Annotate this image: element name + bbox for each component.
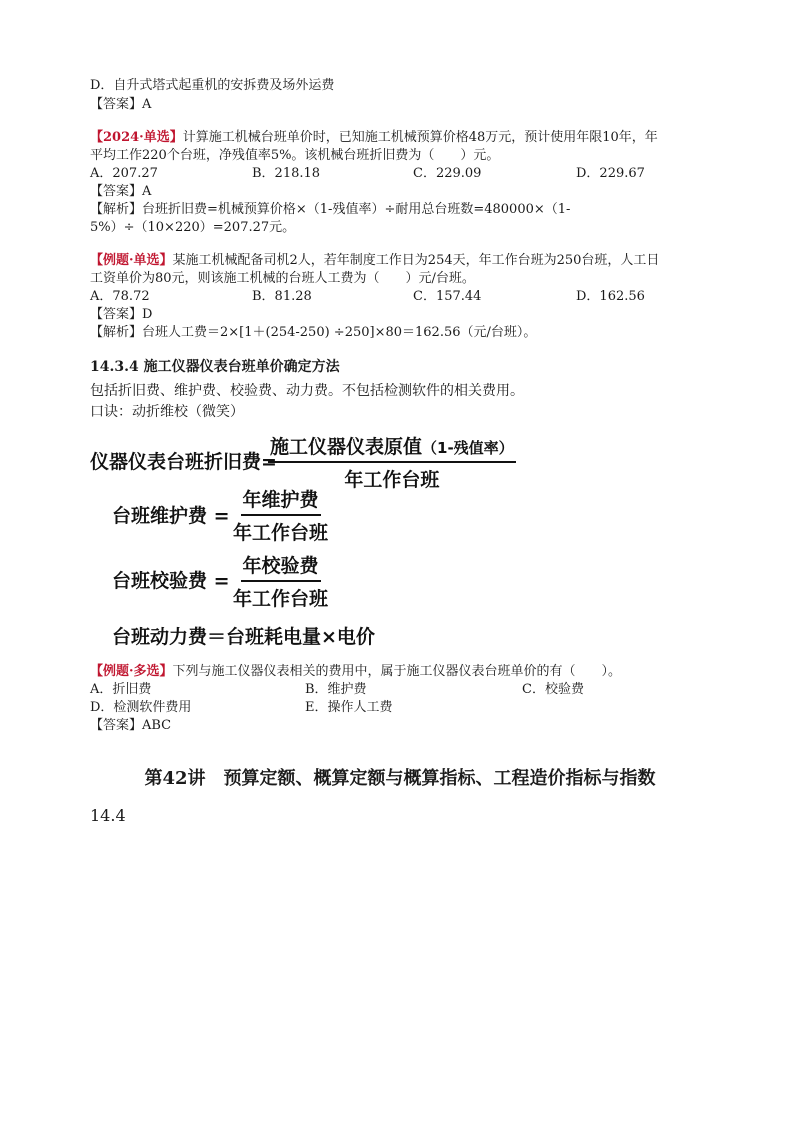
- option-d: D．162.56: [576, 289, 645, 304]
- formula-calibration-fraction: [233, 551, 328, 611]
- formula-maintenance-fraction: [233, 485, 328, 545]
- question-stem-cont: 工资单价为80元，则该施工机械的台班人工费为（ ）元/台班。: [90, 271, 475, 286]
- formula-denominator: 年工作台班: [233, 522, 329, 544]
- option-d: D．229.67: [576, 166, 645, 181]
- option-a: A．207.27: [90, 166, 158, 181]
- section-title: 14.3.4 施工仪器仪表台班单价确定方法: [90, 359, 340, 375]
- question-stem-cont: 平均工作220个台班，净残值率5%。该机械台班折旧费为（ ）元。: [90, 148, 500, 163]
- formula-depreciation-lhs: 仪器仪表台班折旧费=: [90, 451, 277, 473]
- analysis: 【解析】台班人工费＝2×[1＋(254-250) ÷250]×80＝162.56（元/台班）。: [90, 325, 537, 340]
- formula-denominator: 年工作台班: [233, 588, 329, 610]
- option-a: A．78.72: [90, 289, 150, 304]
- option-b: B．218.18: [252, 166, 321, 181]
- answer: 【答案】D: [90, 307, 153, 322]
- formula-numerator: 年维护费: [241, 485, 321, 516]
- section-text: 包括折旧费、维护费、校验费、动力费。不包括检测软件的相关费用。: [90, 383, 524, 399]
- option-c: C．229.09: [413, 166, 482, 181]
- lecture-title: 第42讲 预算定额、概算定额与概算指标、工程造价指标与指数: [144, 768, 656, 789]
- answer: 【答案】A: [90, 97, 152, 112]
- formula-power: 台班动力费＝台班耗电量×电价: [112, 626, 375, 648]
- formula-numerator: 施工仪器仪表原值: [270, 436, 423, 458]
- option-c: C．校验费: [522, 682, 584, 697]
- analysis: 【解析】台班折旧费=机械预算价格×（1-残值率）÷耐用总台班数=480000×（1-: [90, 202, 571, 217]
- analysis-cont: 5%）÷（10×220）=207.27元。: [90, 220, 296, 235]
- question-tag: 【2024·单选】: [90, 130, 183, 145]
- stem-text: 下列与施工仪器仪表相关的费用中，属于施工仪器仪表台班单价的有（ ）。: [172, 664, 622, 679]
- formula-numerator-paren: （1-残值率）: [422, 439, 514, 457]
- stem-text: 某施工机械配备司机2人，若年制度工作日为254天，年工作台班为250台班，人工日: [172, 253, 660, 268]
- formula-numerator: 年校验费: [241, 551, 321, 582]
- formula-denominator: 年工作台班: [344, 469, 440, 491]
- option-c: C．157.44: [413, 289, 482, 304]
- question-stem: [90, 252, 659, 269]
- formula-depreciation-fraction: [268, 432, 516, 492]
- option-b: B．维护费: [305, 682, 367, 697]
- stem-text: 计算施工机械台班单价时，已知施工机械预算价格48万元，预计使用年限10年，年: [182, 130, 658, 145]
- question-stem: [90, 663, 621, 680]
- question-stem: [90, 129, 658, 146]
- mnemonic-text: 口诀：动折维校（微笑）: [90, 404, 244, 420]
- question-tag: 【例题·单选】: [90, 253, 173, 268]
- option-d: D．检测软件费用: [90, 700, 192, 715]
- option-d: D．自升式塔式起重机的安拆费及场外运费: [90, 78, 335, 93]
- question-tag: 【例题·多选】: [90, 664, 173, 679]
- option-b: B．81.28: [252, 289, 312, 304]
- formula-calibration-lhs: 台班校验费 =: [112, 570, 230, 592]
- answer: 【答案】ABC: [90, 718, 172, 733]
- answer: 【答案】A: [90, 184, 152, 199]
- formula-maintenance-lhs: 台班维护费 =: [112, 505, 230, 527]
- option-e: E．操作人工费: [305, 700, 393, 715]
- option-a: A．折旧费: [90, 682, 152, 697]
- next-section-number: 14.4: [90, 806, 126, 825]
